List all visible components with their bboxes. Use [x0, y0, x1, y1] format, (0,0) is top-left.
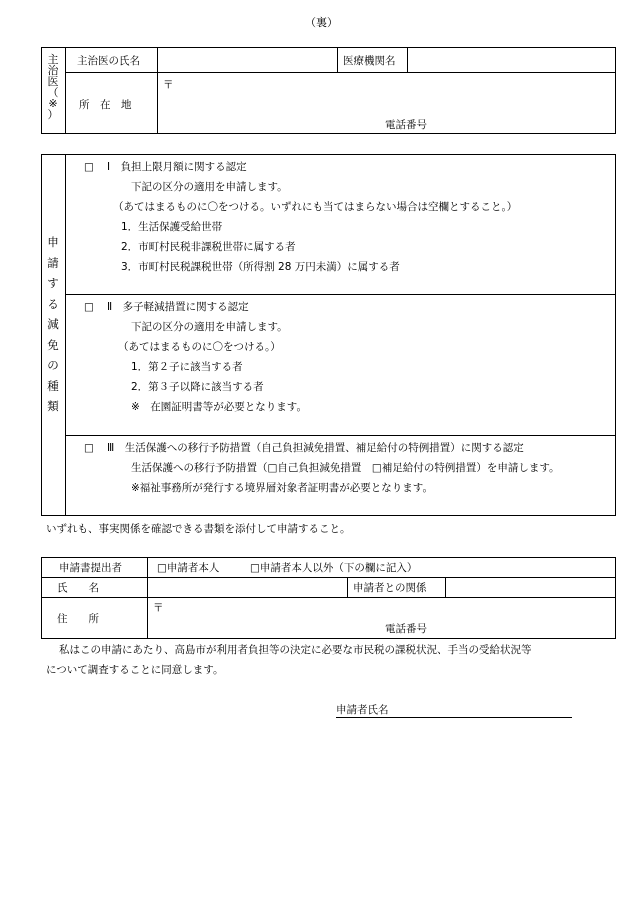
section2-item-2[interactable]: 2．第３子以降に該当する者 — [131, 381, 264, 393]
section2-note: ※ 在園証明書等が必要となります。 — [131, 401, 307, 413]
section1-checkbox[interactable]: □ — [84, 161, 94, 173]
section2-line1: 下記の区分の適用を申請します。 — [131, 321, 288, 333]
applicant-address-field[interactable] — [166, 601, 606, 621]
doctor-side-label: 主 治 医 （ ※ ） — [47, 53, 59, 121]
applicant-name-label: 氏 名 — [57, 582, 99, 594]
applicant-phone-label: 電話番号 — [385, 623, 427, 635]
doctor-phone-label: 電話番号 — [385, 119, 427, 131]
signature-field[interactable] — [400, 703, 570, 716]
applicant-postal-mark: 〒 — [153, 602, 164, 614]
doctor-postal-mark: 〒 — [163, 79, 174, 91]
option-self-checkbox[interactable]: □申請者本人 — [157, 562, 220, 574]
relation-label: 申請者との関係 — [353, 582, 427, 594]
section1-title: Ⅰ 負担上限月額に関する認定 — [107, 161, 247, 173]
section3-title: Ⅲ 生活保護への移行予防措置（自己負担減免措置、補足給付の特例措置）に関する認定 — [107, 442, 524, 454]
applicant-address-label: 住 所 — [57, 613, 99, 625]
doctor-name-label: 主治医の氏名 — [77, 55, 140, 67]
doctor-phone-field[interactable] — [440, 119, 610, 132]
section1-item-2[interactable]: 2．市町村民税非課税世帯に属する者 — [121, 241, 296, 253]
section2-line2: （あてはまるものに〇をつける。） — [118, 341, 281, 353]
doctor-address-label: 所 在 地 — [79, 99, 132, 111]
section3-checkbox[interactable]: □ — [84, 442, 94, 454]
consent-line1: 私はこの申請にあたり、高島市が利用者負担等の決定に必要な市民税の課税状況、手当の受給状況等 — [59, 644, 532, 656]
section3-note: ※福祉事務所が発行する境界層対象者証明書が必要となります。 — [131, 482, 433, 494]
signature-line — [336, 717, 572, 718]
submitter-label: 申請書提出者 — [59, 562, 122, 574]
doctor-address-field[interactable] — [176, 80, 606, 114]
option-other-checkbox[interactable]: □申請者本人以外（下の欄に記入） — [250, 562, 418, 574]
reduction-side-label: 申 請 す る 減 免 の 種 類 — [47, 235, 59, 413]
institution-field[interactable] — [412, 55, 612, 69]
section2-checkbox[interactable]: □ — [84, 301, 94, 313]
attach-note: いずれも、事実関係を確認できる書類を添付して申請すること。 — [46, 523, 351, 535]
applicant-phone-field[interactable] — [440, 623, 610, 636]
applicant-name-field[interactable] — [152, 581, 342, 595]
consent-line2: について調査することに同意します。 — [46, 664, 224, 676]
section1-item-1[interactable]: 1．生活保護受給世帯 — [121, 221, 223, 233]
relation-field[interactable] — [450, 581, 610, 595]
page-header: （裏） — [305, 16, 338, 29]
signature-label: 申請者氏名 — [336, 704, 389, 716]
doctor-name-field[interactable] — [166, 55, 334, 69]
section1-line1: 下記の区分の適用を申請します。 — [131, 181, 288, 193]
section1-item-3[interactable]: 3．市町村民税課税世帯（所得割 28 万円未満）に属する者 — [121, 261, 400, 273]
section3-line1: 生活保護への移行予防措置（□自己負担減免措置 □補足給付の特例措置）を申請します。 — [131, 462, 560, 474]
section2-item-1[interactable]: 1．第２子に該当する者 — [131, 361, 243, 373]
section1-line2: （あてはまるものに〇をつける。いずれにも当てはまらない場合は空欄とすること。） — [113, 201, 518, 213]
section2-title: Ⅱ 多子軽減措置に関する認定 — [107, 301, 249, 313]
institution-label: 医療機関名 — [343, 55, 396, 67]
